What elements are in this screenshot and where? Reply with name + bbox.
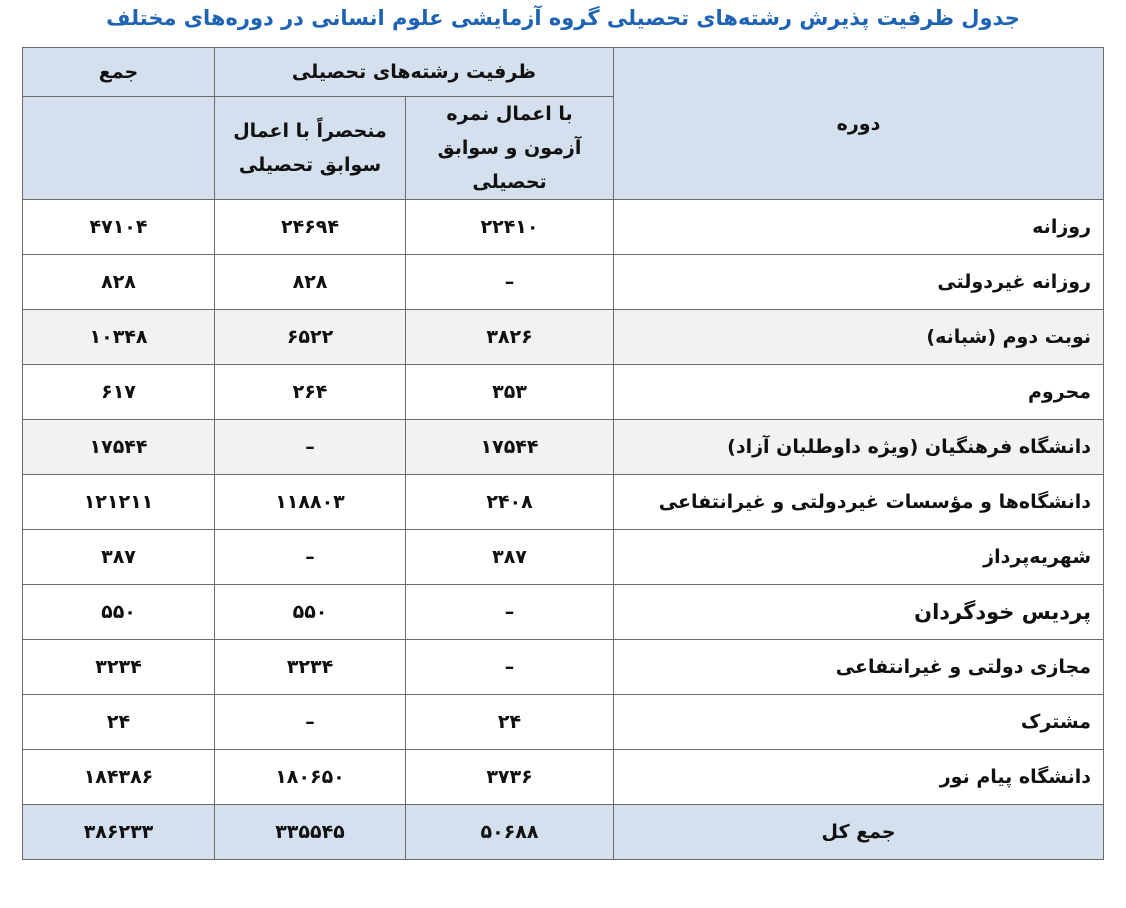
grand-total-total: ۳۸۶۲۳۳	[23, 805, 215, 860]
cell-total: ۱۰۳۴۸	[23, 310, 215, 365]
cell-records-only: ۵۵۰	[215, 585, 406, 640]
capacity-table	[22, 47, 1104, 860]
row-label: مجازی دولتی و غیرانتفاعی	[614, 640, 1104, 695]
cell-records-only: ۳۲۳۴	[215, 640, 406, 695]
row-label: پردیس خودگردان	[614, 585, 1104, 640]
header-total: جمع	[23, 48, 215, 97]
cell-with-exam: –	[406, 255, 614, 310]
table-row	[23, 310, 1104, 365]
table-row	[23, 365, 1104, 420]
table-row	[23, 585, 1104, 640]
cell-records-only: ۶۵۲۲	[215, 310, 406, 365]
row-label: روزانه	[614, 200, 1104, 255]
table-row	[23, 255, 1104, 310]
grand-total-with-exam: ۵۰۶۸۸	[406, 805, 614, 860]
cell-total: ۲۴	[23, 695, 215, 750]
cell-total: ۳۸۷	[23, 530, 215, 585]
cell-records-only: ۱۱۸۸۰۳	[215, 475, 406, 530]
grand-total-records-only: ۳۳۵۵۴۵	[215, 805, 406, 860]
cell-with-exam: ۳۸۷	[406, 530, 614, 585]
table-row	[23, 640, 1104, 695]
cell-with-exam: ۳۷۳۶	[406, 750, 614, 805]
cell-total: ۸۲۸	[23, 255, 215, 310]
row-label: شهریه‌پرداز	[614, 530, 1104, 585]
table-row	[23, 420, 1104, 475]
page-title: جدول ظرفیت پذیرش رشته‌های تحصیلی گروه آزمایشی علوم انسانی در دوره‌های مختلف	[106, 6, 1020, 30]
row-label: دانشگاه پیام نور	[614, 750, 1104, 805]
header-period: دوره	[614, 48, 1104, 200]
row-label: نوبت دوم (شبانه)	[614, 310, 1104, 365]
cell-total: ۱۸۴۳۸۶	[23, 750, 215, 805]
cell-total: ۱۲۱۲۱۱	[23, 475, 215, 530]
cell-records-only: ۲۶۴	[215, 365, 406, 420]
cell-total: ۴۷۱۰۴	[23, 200, 215, 255]
row-label: دانشگاه فرهنگیان (ویژه داوطلبان آزاد)	[614, 420, 1104, 475]
cell-with-exam: ۲۲۴۱۰	[406, 200, 614, 255]
row-label: دانشگاه‌ها و مؤسسات غیردولتی و غیرانتفاعی	[614, 475, 1104, 530]
row-label: روزانه غیردولتی	[614, 255, 1104, 310]
cell-with-exam: –	[406, 585, 614, 640]
table-row	[23, 200, 1104, 255]
cell-with-exam: ۳۸۲۶	[406, 310, 614, 365]
cell-records-only: –	[215, 695, 406, 750]
cell-records-only: ۲۴۶۹۴	[215, 200, 406, 255]
cell-total: ۱۷۵۴۴	[23, 420, 215, 475]
table-row	[23, 475, 1104, 530]
header-total-empty	[23, 97, 215, 200]
cell-records-only: ۸۲۸	[215, 255, 406, 310]
table-row	[23, 750, 1104, 805]
cell-with-exam: –	[406, 640, 614, 695]
table-row	[23, 530, 1104, 585]
cell-with-exam: ۲۴	[406, 695, 614, 750]
cell-total: ۳۲۳۴	[23, 640, 215, 695]
row-label: محروم	[614, 365, 1104, 420]
header-capacity-group: ظرفیت رشته‌های تحصیلی	[215, 48, 614, 97]
header-records-only: منحصراً با اعمال سوابق تحصیلی	[215, 97, 406, 200]
cell-records-only: ۱۸۰۶۵۰	[215, 750, 406, 805]
cell-total: ۶۱۷	[23, 365, 215, 420]
cell-with-exam: ۱۷۵۴۴	[406, 420, 614, 475]
grand-total-label: جمع کل	[614, 805, 1104, 860]
cell-records-only: –	[215, 530, 406, 585]
cell-with-exam: ۳۵۳	[406, 365, 614, 420]
cell-records-only: –	[215, 420, 406, 475]
table-row	[23, 695, 1104, 750]
grand-total-row	[23, 805, 1104, 860]
header-with-exam: با اعمال نمره آزمون و سوابق تحصیلی	[406, 97, 614, 200]
cell-with-exam: ۲۴۰۸	[406, 475, 614, 530]
row-label: مشترک	[614, 695, 1104, 750]
cell-total: ۵۵۰	[23, 585, 215, 640]
